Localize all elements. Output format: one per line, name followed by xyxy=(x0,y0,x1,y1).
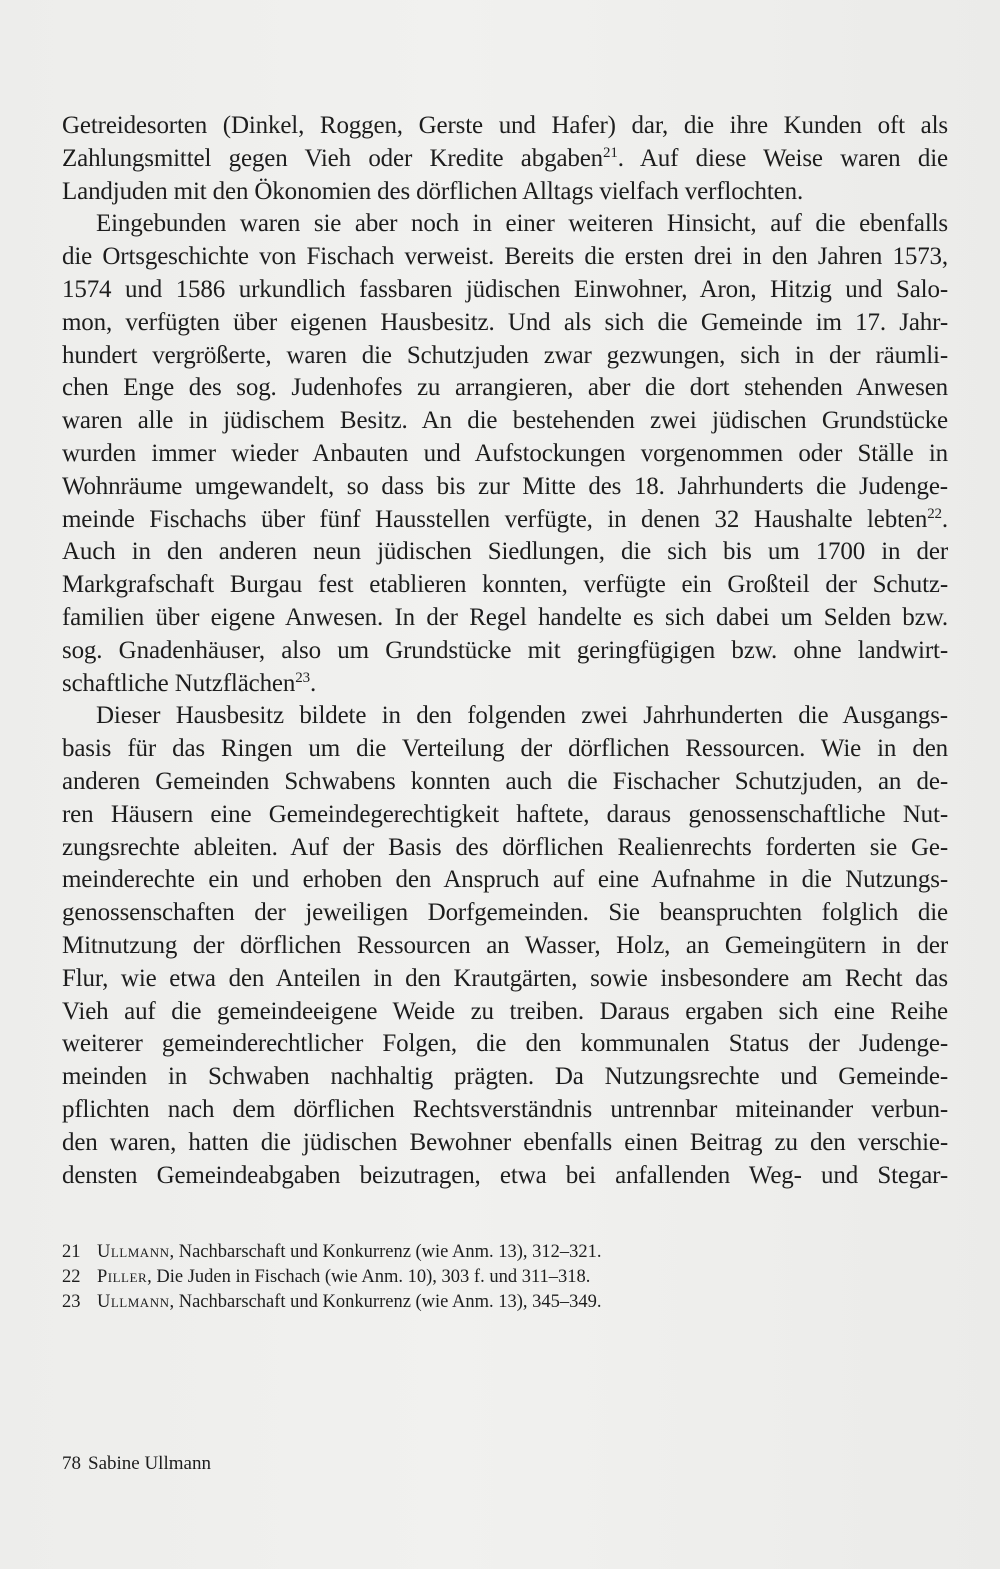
footnote-text: , Nachbarschaft und Konkurrenz (wie Anm. 13), 345–349. xyxy=(169,1292,602,1312)
body-line: basis für das Ringen um die Verteilung der dörflichen Ressourcen. Wie in den xyxy=(62,735,948,763)
footnote xyxy=(62,1240,948,1265)
footnote-author: Ullmann xyxy=(97,1242,170,1262)
body-line: meinde Fischachs über fünf Hausstellen verfügte, in denen 32 Haushalte lebten$^{22}$. xyxy=(62,505,948,533)
body-line: Landjuden mit den Ökonomien des dörflichen Alltags vielfach verflochten. xyxy=(62,177,804,205)
body-line: meinderechte ein und erhoben den Anspruch auf eine Aufnahme in die Nutzungs- xyxy=(62,866,948,894)
footnote-author: Piller xyxy=(97,1267,148,1287)
body-text xyxy=(62,110,948,1192)
page-number: 78 xyxy=(62,1453,81,1474)
footnote-ref: 21 xyxy=(603,144,618,161)
body-line: genossenschaften der jeweiligen Dorfgemeinden. Sie beanspruchten folglich die xyxy=(62,899,948,927)
body-line: Getreidesorten (Dinkel, Roggen, Gerste und Hafer) dar, die ihre Kunden oft als xyxy=(62,112,948,139)
body-line: schaftliche Nutzflächen$^{23}$. xyxy=(62,669,317,697)
body-line: Zahlungsmittel gegen Vieh oder Kredite abgaben$^{21}$. Auf diese Weise waren die xyxy=(62,144,948,172)
body-line: hundert vergrößerte, waren die Schutzjuden zwar gezwungen, sich in der räumli- xyxy=(62,341,948,369)
body-line: waren alle in jüdischem Besitz. An die bestehenden zwei jüdischen Grundstücke xyxy=(62,407,948,435)
footnote-number: 23 xyxy=(62,1292,81,1312)
body-line: Dieser Hausbesitz bildete in den folgenden zwei Jahrhunderten die Ausgangs- xyxy=(96,702,948,730)
footnote-author: Ullmann xyxy=(97,1292,170,1312)
body-line: meinden in Schwaben nachhaltig prägten. Da Nutzungsrechte und Gemeinde- xyxy=(62,1063,948,1091)
footnote-ref: 22 xyxy=(927,505,942,522)
body-line: densten Gemeindeabgaben beizutragen, etwa bei anfallenden Weg- und Stegar- xyxy=(62,1161,948,1189)
body-line: Wohnräume umgewandelt, so dass bis zur Mitte des 18. Jahrhunderts die Judenge- xyxy=(62,472,948,500)
footnotes xyxy=(62,1240,948,1315)
body-line: Auch in den anderen neun jüdischen Siedlungen, die sich bis um 1700 in der xyxy=(62,538,948,566)
body-line: pflichten nach dem dörflichen Rechtsverständnis untrennbar miteinander verbun- xyxy=(62,1095,948,1123)
running-footer xyxy=(62,1452,211,1476)
footnote xyxy=(62,1290,948,1315)
body-line: wurden immer wieder Anbauten und Aufstockungen vorgenommen oder Ställe in xyxy=(62,439,948,467)
body-line: Flur, wie etwa den Anteilen in den Krautgärten, sowie insbesondere am Recht das xyxy=(62,964,948,992)
body-line: mon, verfügten über eigenen Hausbesitz. Und als sich die Gemeinde im 17. Jahr- xyxy=(62,308,948,336)
body-line: familien über eigene Anwesen. In der Regel handelte es sich dabei um Selden bzw. xyxy=(62,603,948,631)
footnote-text: , Nachbarschaft und Konkurrenz (wie Anm. 13), 312–321. xyxy=(169,1242,602,1262)
body-line: 1574 und 1586 urkundlich fassbaren jüdischen Einwohner, Aron, Hitzig und Salo- xyxy=(62,275,948,303)
body-line: Eingebunden waren sie aber noch in einer weiteren Hinsicht, auf die ebenfalls xyxy=(96,210,948,238)
footnote-ref: 23 xyxy=(295,669,310,686)
body-line: chen Enge des sog. Judenhofes zu arrangieren, aber die dort stehenden Anwesen xyxy=(62,374,948,402)
running-author: Sabine Ullmann xyxy=(88,1453,211,1474)
body-line: Mitnutzung der dörflichen Ressourcen an Wasser, Holz, an Gemeingütern in der xyxy=(62,931,948,959)
footnote-number: 21 xyxy=(62,1242,81,1262)
body-line: zungsrechte ableiten. Auf der Basis des dörflichen Realienrechts forderten sie Ge- xyxy=(62,833,948,861)
body-line: ren Häusern eine Gemeindegerechtigkeit haftete, daraus genossenschaftliche Nut- xyxy=(62,800,948,828)
body-line: Markgrafschaft Burgau fest etablieren konnten, verfügte ein Großteil der Schutz- xyxy=(62,571,948,599)
body-line: den waren, hatten die jüdischen Bewohner ebenfalls einen Beitrag zu den verschie- xyxy=(62,1128,948,1156)
body-line: die Ortsgeschichte von Fischach verweist. Bereits die ersten drei in den Jahren 1573, xyxy=(62,243,948,271)
body-line: Vieh auf die gemeindeeigene Weide zu treiben. Daraus ergaben sich eine Reihe xyxy=(62,997,948,1025)
body-line: anderen Gemeinden Schwabens konnten auch die Fischacher Schutzjuden, an de- xyxy=(62,767,948,795)
body-line: weiterer gemeinderechtlicher Folgen, die den kommunalen Status der Judenge- xyxy=(62,1030,948,1058)
body-line: sog. Gnadenhäuser, also um Grundstücke mit geringfügigen bzw. ohne landwirt- xyxy=(62,636,948,664)
footnote xyxy=(62,1265,948,1290)
footnote-text: , Die Juden in Fischach (wie Anm. 10), 303 f. und 311–318. xyxy=(147,1267,591,1287)
footnote-number: 22 xyxy=(62,1267,81,1287)
